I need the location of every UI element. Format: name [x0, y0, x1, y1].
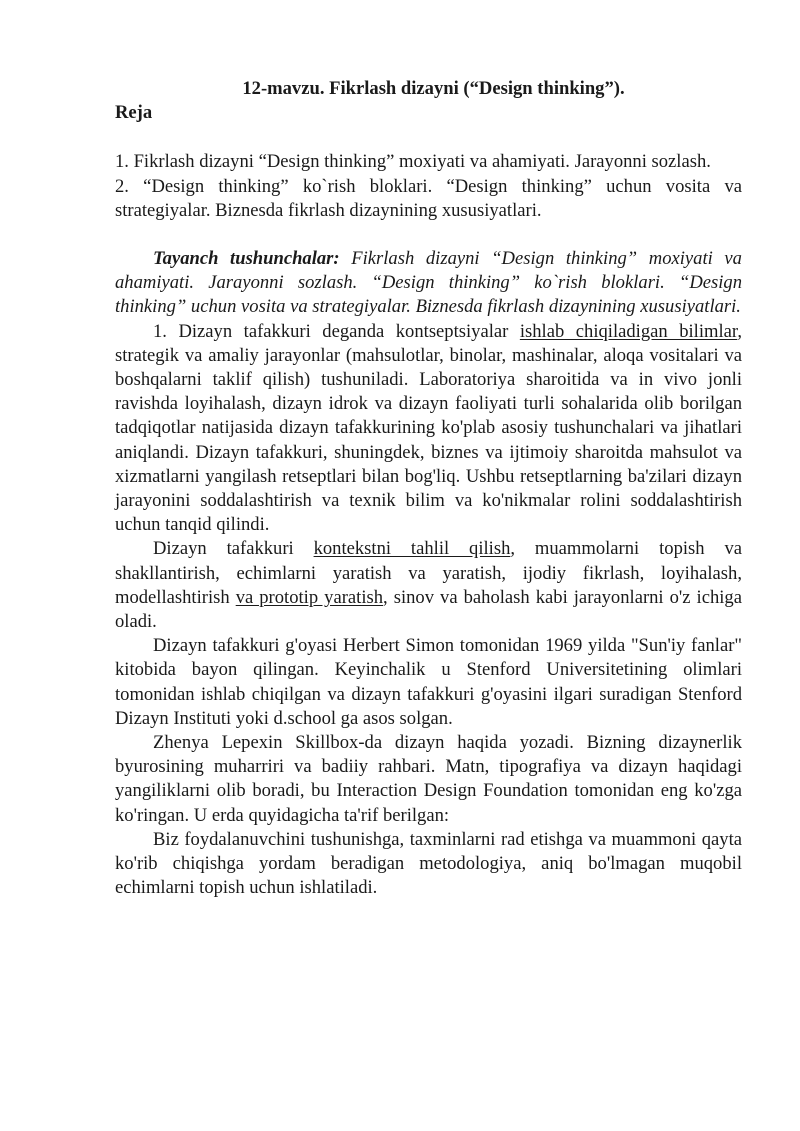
- paragraph-text: , sinov va baholash kabi jarayonlarni o'z ichiga oladi.: [115, 586, 742, 633]
- plan-heading: Reja: [115, 102, 153, 124]
- keywords-paragraph: [115, 247, 742, 320]
- paragraph-3: Dizayn tafakkuri g'oyasi Herbert Simon tomonidan 1969 yilda "Sun'iy fanlar" kitobida bayon qilingan. Keyinchalik u Stenford Universitetining olimlari tomonidan ishlab chiqilgan va dizayn tafakkuri g'oyasini ilgari suradigan Stenford Dizayn Instituti yoki d.school ga asos solgan.: [115, 635, 742, 729]
- paragraph-text: , strategik va amaliy jarayonlar (mahsulotlar, binolar, mashinalar, aloqa vositalari va boshqalarni taklif qilish) tushuniladi. Laboratoriya sharoitida va in vivo jonli ravishda loyihalash, dizayn idrok va dizayn faoliyati turli sohalarida olib borilgan tadqiqotlar natijasida dizayn tafakkurining ko'plab asosiy tushunchalari va jihatlari aniqlandi. Dizayn tafakkuri, shuningdek, biznes va ijtimoiy sharoitda mahsulot va xizmatlarni yangilash retseptlari bilan bog'liq. Ushbu retseptlarning ba'zilari dizayn jarayonini soddalashtirish va texnik bilim va ko'nikmalar rolini soddalashtirish uchun tanqid qilindi.: [115, 320, 742, 536]
- link-prototip-yaratish[interactable]: va prototip yaratish: [235, 586, 384, 608]
- link-kontekstni-tahlil-qilish[interactable]: kontekstni tahlil qilish: [313, 538, 511, 560]
- plan-item: 1. Fikrlash dizayni “Design thinking” moxiyati va ahamiyati. Jarayonni sozlash.: [115, 151, 711, 173]
- paragraph-5: Biz foydalanuvchini tushunishga, taxminlarni rad etishga va muammoni qayta ko'rib chiqishga yordam beradigan metodologiya, aniq bo'lmagan muqobil echimlarni topish uchun ishlatiladi.: [115, 828, 742, 899]
- plan-item: 2. “Design thinking” ko`rish bloklari. “Design thinking” uchun vosita va strategiyalar. Biznesda fikrlash dizaynining xususiyatlari.: [115, 175, 742, 221]
- plan-list: [115, 150, 742, 223]
- paragraph-2: [115, 537, 742, 634]
- keywords-text: Fikrlash dizayni “Design thinking” moxiyati va ahamiyati. Jarayonni sozlash. “Design thinking” ko`rish bloklari. “Design thinking” uchun vosita va strategiyalar. Biznesda fikrlash dizaynining xususiyatlari.: [115, 248, 742, 318]
- paragraph-text: 1. Dizayn tafakkuri deganda kontseptsiyalar: [153, 320, 520, 342]
- paragraph-text: , muammolarni topish va shakllantirish, echimlarni yaratish va yaratish, ijodiy fikrlash, loyihalash, modellashtirish: [115, 538, 742, 608]
- link-ishlab-chiqiladigan-bilimlar[interactable]: ishlab chiqiladigan bilimlar: [519, 320, 738, 342]
- page-title: 12-mavzu. Fikrlash dizayni (“Design thinking”).: [242, 78, 625, 99]
- paragraph-4: Zhenya Lepexin Skillbox-da dizayn haqida yozadi. Bizning dizaynerlik byurosining muharriri va badiiy rahbari. Matn, tipografiya va dizayn haqidagi yangiliklarni olib boradi, bu Interaction Design Foundation tomonidan eng ko'zga ko'ringan. U erda quyidagicha ta'rif berilgan:: [115, 732, 742, 826]
- paragraph-text: Dizayn tafakkuri: [153, 538, 314, 560]
- paragraph-1: [115, 320, 742, 538]
- keywords-label: Tayanch tushunchalar:: [153, 248, 340, 270]
